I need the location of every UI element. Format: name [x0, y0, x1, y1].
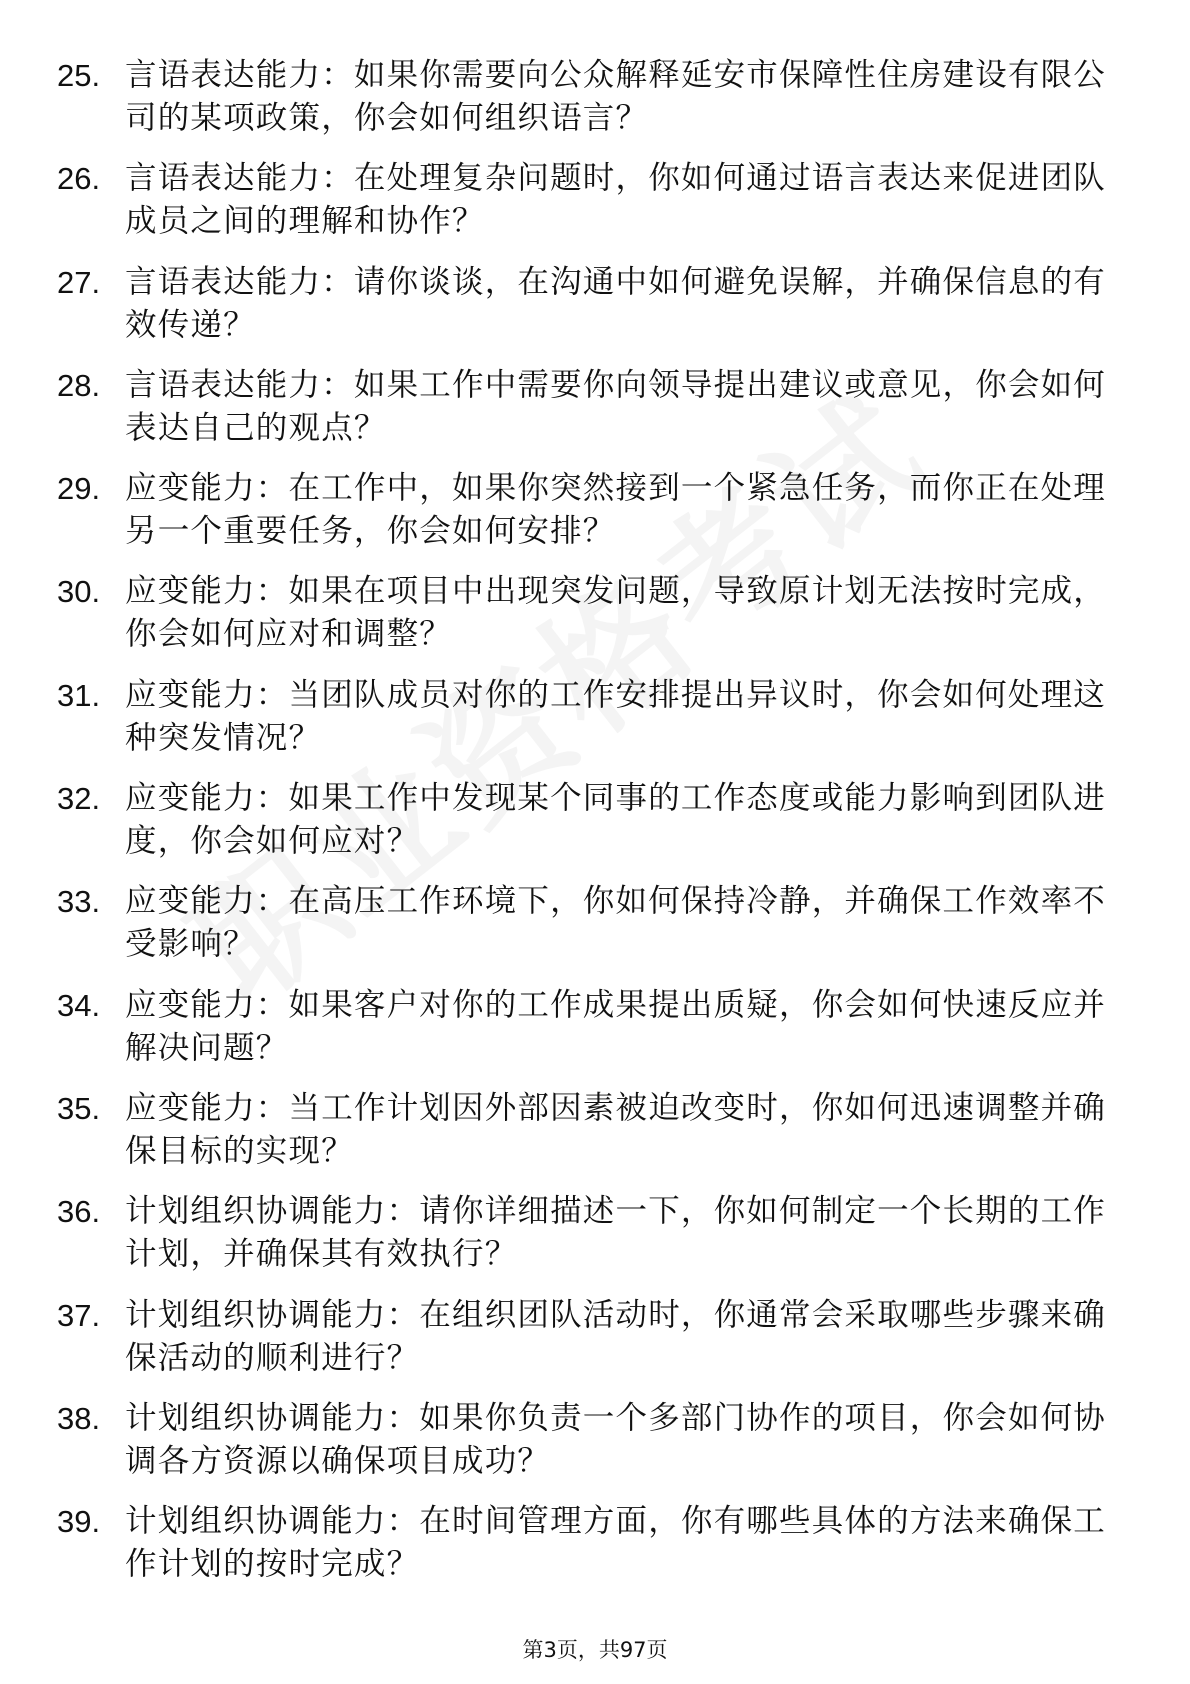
- question-item: [0, 157, 1190, 260]
- question-number: 28.: [57, 367, 101, 403]
- question-number: 29.: [57, 471, 101, 507]
- question-text: 计划组织协调能力：如果你负责一个多部门协作的项目，你会如何协调各方资源以确保项目成功？: [125, 1399, 1107, 1479]
- question-item: [0, 467, 1190, 570]
- question-item: [0, 1500, 1190, 1603]
- question-item: [0, 1397, 1190, 1500]
- question-text: 言语表达能力：请你谈谈，在沟通中如何避免误解，并确保信息的有效传递？: [125, 263, 1107, 343]
- question-number: 30.: [57, 574, 101, 610]
- question-item: [0, 364, 1190, 467]
- question-item: [0, 1190, 1190, 1293]
- question-item: [0, 984, 1190, 1087]
- question-item: [0, 261, 1190, 364]
- question-item: [0, 777, 1190, 880]
- question-number: 27.: [57, 264, 101, 300]
- question-text: 应变能力：在高压工作环境下，你如何保持冷静，并确保工作效率不受影响？: [125, 883, 1107, 963]
- question-item: [0, 880, 1190, 983]
- question-number: 38.: [57, 1400, 101, 1436]
- question-item: [0, 570, 1190, 673]
- question-number: 35.: [57, 1090, 101, 1126]
- question-number: 36.: [57, 1194, 101, 1230]
- question-text: 应变能力：在工作中，如果你突然接到一个紧急任务，而你正在处理另一个重要任务，你会如何安排？: [125, 470, 1107, 550]
- question-number: 25.: [57, 58, 101, 93]
- question-number: 33.: [57, 884, 101, 920]
- question-number: 37.: [57, 1297, 101, 1333]
- question-text: 应变能力：如果客户对你的工作成果提出质疑，你会如何快速反应并解决问题？: [125, 986, 1107, 1066]
- question-text: 计划组织协调能力：在时间管理方面，你有哪些具体的方法来确保工作计划的按时完成？: [125, 1503, 1107, 1583]
- question-text: 言语表达能力：如果工作中需要你向领导提出建议或意见，你会如何表达自己的观点？: [125, 366, 1107, 446]
- question-text: 言语表达能力：在处理复杂问题时，你如何通过语言表达来促进团队成员之间的理解和协作？: [125, 160, 1107, 240]
- question-text: 计划组织协调能力：在组织团队活动时，你通常会采取哪些步骤来确保活动的顺利进行？: [125, 1296, 1107, 1376]
- question-number: 32.: [57, 781, 101, 817]
- question-number: 39.: [57, 1504, 101, 1540]
- question-list: [0, 54, 1190, 1603]
- question-number: 31.: [57, 677, 101, 713]
- question-text: 应变能力：当团队成员对你的工作安排提出异议时，你会如何处理这种突发情况？: [125, 676, 1107, 756]
- page-number-footer: 第3页，共97页: [522, 1638, 668, 1662]
- question-text: 应变能力：如果在项目中出现突发问题，导致原计划无法按时完成，你会如何应对和调整？: [125, 573, 1107, 653]
- question-number: 34.: [57, 987, 101, 1023]
- question-item: [0, 1087, 1190, 1190]
- question-item: [0, 54, 1190, 157]
- question-text: 应变能力：当工作计划因外部因素被迫改变时，你如何迅速调整并确保目标的实现？: [125, 1089, 1107, 1169]
- question-number: 26.: [57, 161, 101, 197]
- question-item: [0, 674, 1190, 777]
- question-text: 计划组织协调能力：请你详细描述一下，你如何制定一个长期的工作计划，并确保其有效执行？: [125, 1193, 1107, 1273]
- question-text: 言语表达能力：如果你需要向公众解释延安市保障性住房建设有限公司的某项政策，你会如何组织语言？: [125, 57, 1107, 136]
- question-item: [0, 1294, 1190, 1397]
- question-text: 应变能力：如果工作中发现某个同事的工作态度或能力影响到团队进度，你会如何应对？: [125, 780, 1107, 860]
